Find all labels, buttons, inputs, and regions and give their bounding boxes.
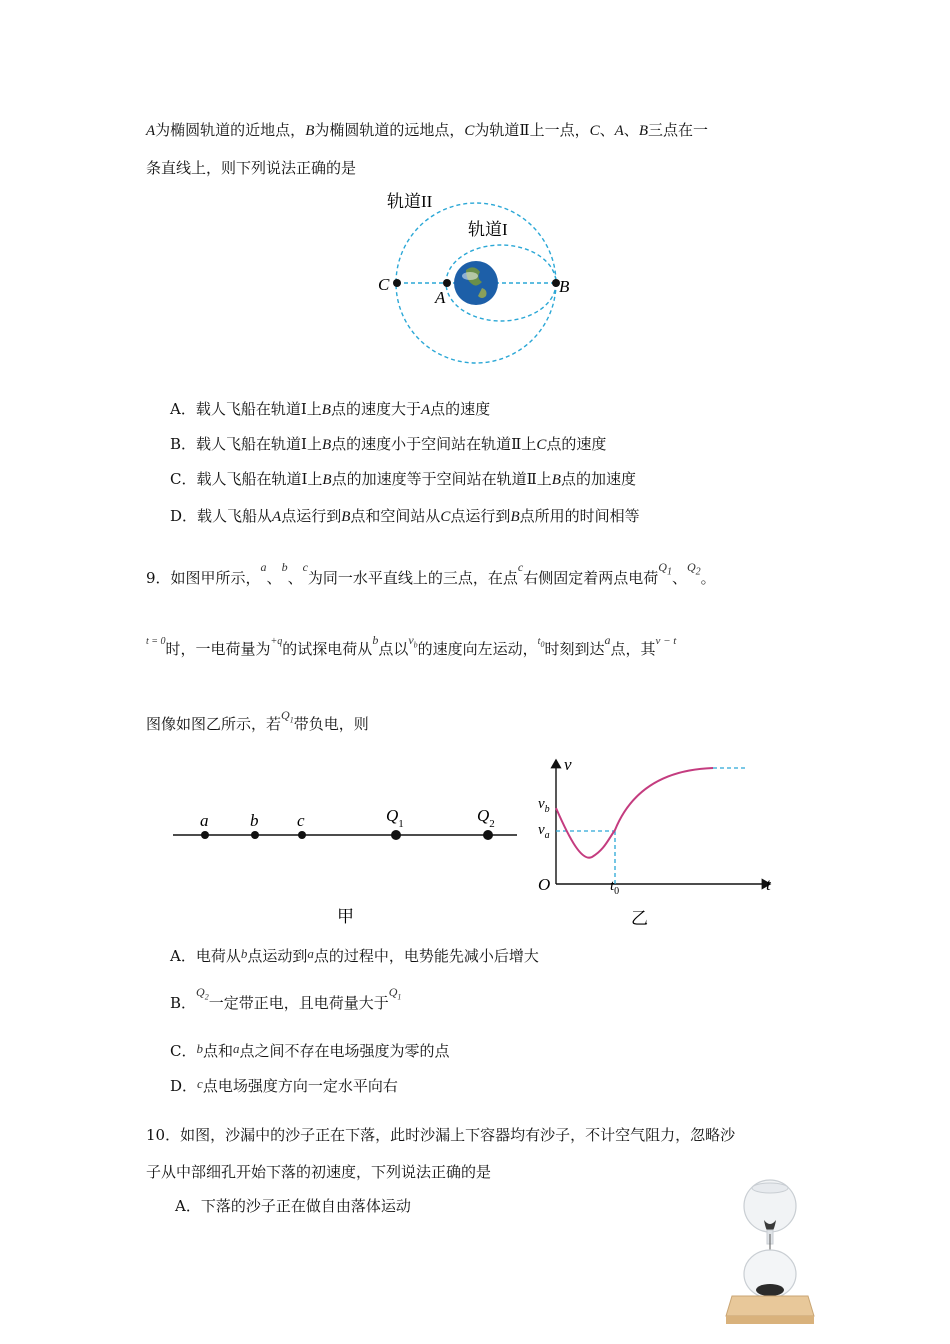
q8-stem-line2: 条直线上，则下列说法正确的是	[146, 159, 357, 177]
label-t0: $t_0$	[610, 878, 620, 897]
q8-option-c[interactable]: C．载人飞船在轨道Ⅰ上B点的加速度等于空间站在轨道Ⅱ上B点的加速度	[170, 470, 636, 488]
label-q2: $Q_2$	[477, 806, 495, 830]
point-c	[393, 279, 401, 287]
q10-option-a[interactable]: A．下落的沙子正在做自由落体运动	[175, 1197, 411, 1215]
q9-option-d[interactable]: D．c点电场强度方向一定水平向右	[170, 1076, 398, 1095]
q10-stem-line2: 子从中部细孔开始下落的初速度，下列说法正确的是	[146, 1163, 492, 1181]
label-t: t	[766, 875, 771, 894]
q9-option-c[interactable]: C．b点和a点之间不存在电场强度为零的点	[170, 1041, 450, 1060]
orbit1-label: 轨道I	[468, 220, 508, 239]
label-b: B	[559, 277, 570, 296]
charge-q2	[483, 830, 493, 840]
q8-option-a[interactable]: A．载人飞船在轨道Ⅰ上B点的速度大于A点的速度	[170, 400, 491, 418]
q9-option-a[interactable]: A．电荷从b点运动到a点的过程中，电势能先减小后增大	[170, 946, 539, 965]
label-va: $v_a$	[538, 822, 550, 841]
point-a	[443, 279, 451, 287]
label-q1: $Q_1$	[386, 806, 404, 830]
point-c	[298, 831, 306, 839]
q9-stem-line2: t = 0时，一电荷量为+q的试探电荷从b点以$v_b$的速度向左运动，$t_0$时刻到达a点，其v − t	[146, 633, 677, 658]
q8-stem-line1: A为椭圆轨道的近地点，B为椭圆轨道的远地点，C为轨道Ⅱ上一点，C、A、B三点在一	[146, 121, 708, 139]
label-a: A	[435, 288, 446, 307]
vt-curve	[556, 768, 713, 858]
label-vb: $v_b$	[538, 796, 550, 815]
figure-jia	[165, 795, 525, 935]
q10-stem-line1: 10．如图，沙漏中的沙子正在下落，此时沙漏上下容器均有沙子，不计空气阻力，忽略沙	[146, 1126, 736, 1144]
caption-yi: 乙	[631, 909, 648, 928]
orbit2-label: 轨道II	[387, 192, 433, 211]
q9-stem-line1: 9．如图甲所示，a、b、c为同一水平直线上的三点，在点c右侧固定着两点电荷$Q_1$、$Q_2$。	[146, 560, 716, 587]
charge-q1	[391, 830, 401, 840]
label-o: O	[538, 875, 551, 894]
point-b	[251, 831, 259, 839]
hourglass-icon	[722, 1178, 822, 1328]
label-a: a	[200, 811, 209, 830]
label-b: b	[250, 811, 259, 830]
q9-stem-line3: 图像如图乙所示，若$Q_1$带负电，则	[146, 708, 369, 733]
q8-option-b[interactable]: B．载人飞船在轨道Ⅰ上B点的速度小于空间站在轨道Ⅱ上C点的速度	[170, 435, 607, 453]
q8-option-d[interactable]: D．载人飞船从A点运行到B点和空间站从C点运行到B点所用的时间相等	[170, 507, 640, 525]
orbit-figure	[370, 185, 590, 370]
label-v: v	[564, 755, 572, 774]
figure-yi	[530, 750, 790, 935]
label-c: C	[378, 275, 390, 294]
point-a	[201, 831, 209, 839]
label-c: c	[297, 811, 305, 830]
caption-jia: 甲	[337, 907, 354, 926]
q9-option-b[interactable]: B．$Q_2$一定带正电，且电荷量大于$Q_1$	[170, 985, 402, 1012]
